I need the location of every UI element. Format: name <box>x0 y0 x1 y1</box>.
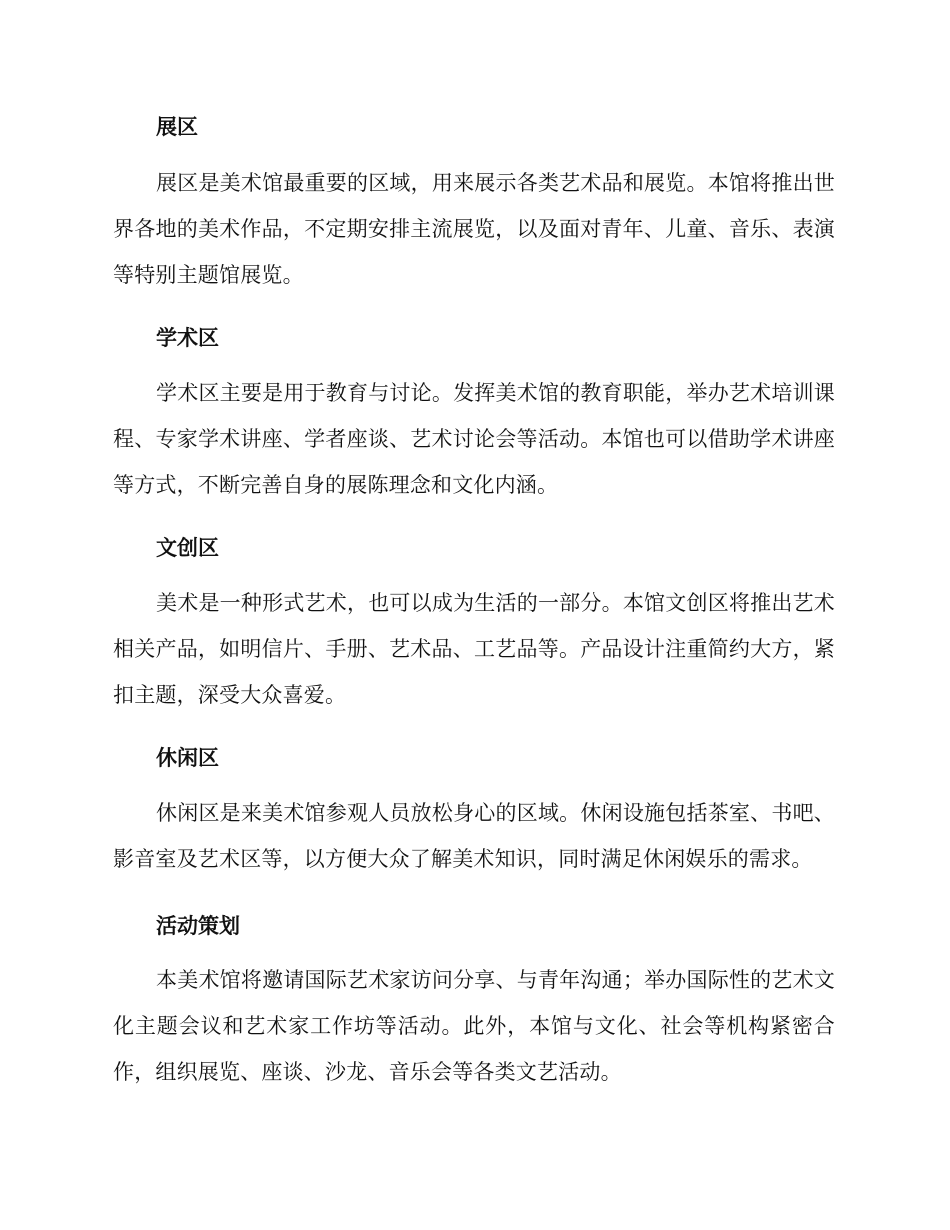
section-paragraph: 展区是美术馆最重要的区域，用来展示各类艺术品和展览。本馆将推出世界各地的美术作品，不定期安排主流展览，以及面对青年、儿童、音乐、表演等特别主题馆展览。 <box>113 171 835 287</box>
section-paragraph: 美术是一种形式艺术，也可以成为生活的一部分。本馆文创区将推出艺术相关产品，如明信片、手册、艺术品、工艺品等。产品设计注重简约大方，紧扣主题，深受大众喜爱。 <box>113 591 835 707</box>
section-paragraph: 休闲区是来美术馆参观人员放松身心的区域。休闲设施包括茶室、书吧、影音室及艺术区等，以方便大众了解美术知识，同时满足休闲娱乐的需求。 <box>113 801 835 871</box>
section-event-planning <box>113 911 835 1095</box>
section-heading: 休闲区 <box>156 746 219 770</box>
section-heading: 文创区 <box>156 536 219 560</box>
section-leisure-area <box>113 743 835 882</box>
section-paragraph: 学术区主要是用于教育与讨论。发挥美术馆的教育职能，举办艺术培训课程、专家学术讲座、学者座谈、艺术讨论会等活动。本馆也可以借助学术讲座等方式，不断完善自身的展陈理念和文化内涵。 <box>113 381 835 497</box>
section-heading: 活动策划 <box>156 914 240 938</box>
section-heading: 展区 <box>156 115 198 139</box>
section-academic-area <box>113 323 835 508</box>
section-paragraph: 本美术馆将邀请国际艺术家访问分享、与青年沟通；举办国际性的艺术文化主题会议和艺术家工作坊等活动。此外，本馆与文化、社会等机构紧密合作，组织展览、座谈、沙龙、音乐会等各类文艺活动。 <box>113 968 835 1084</box>
section-heading: 学术区 <box>156 326 219 350</box>
section-exhibition-area <box>113 112 835 298</box>
section-cultural-creative-area <box>113 533 835 718</box>
